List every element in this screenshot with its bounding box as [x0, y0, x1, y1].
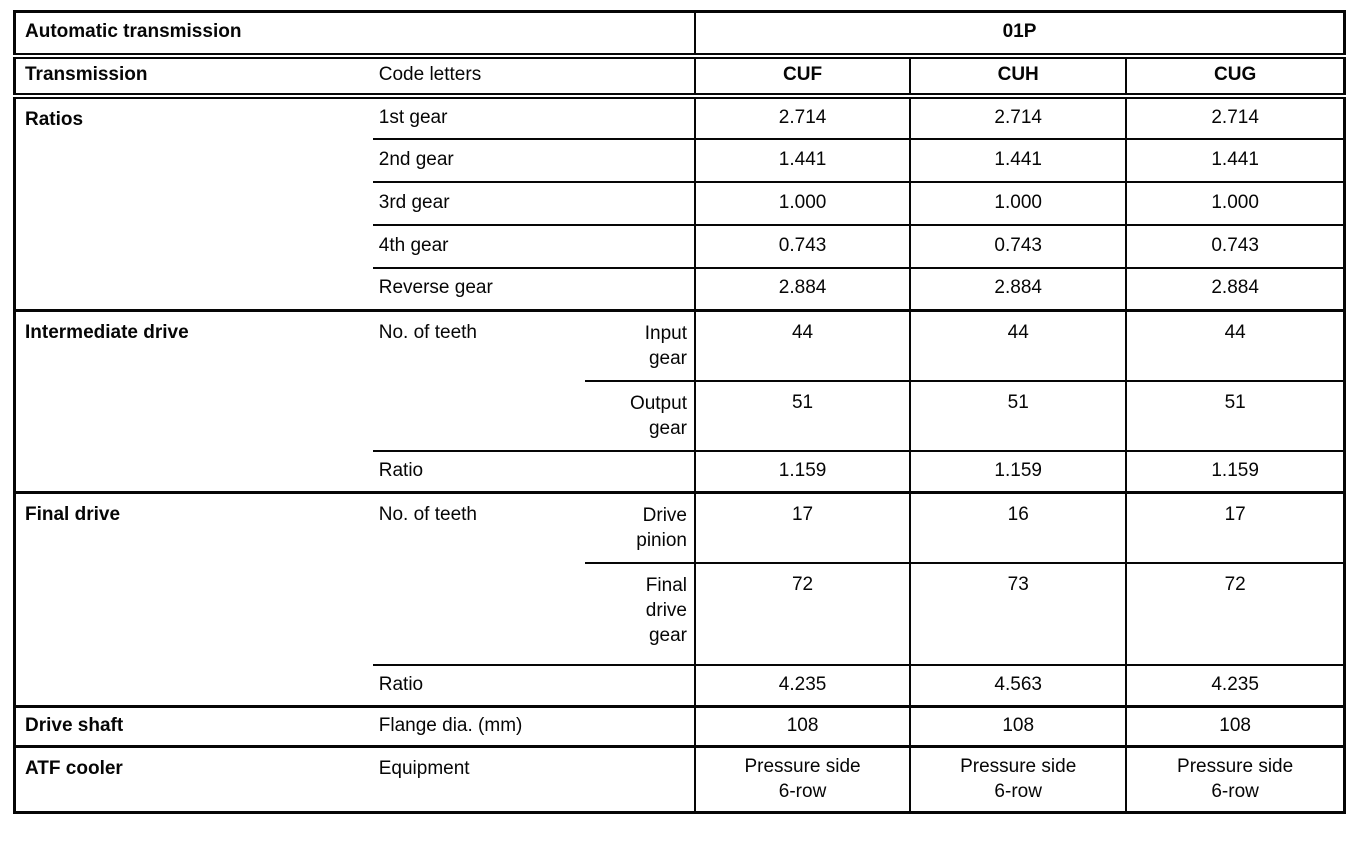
transmission-spec-table	[13, 10, 1346, 814]
value-text: Pressure side 6-row	[960, 755, 1077, 802]
title-row	[15, 12, 1345, 56]
section-label-atf-cooler: ATF cooler	[25, 758, 123, 779]
value-cell	[1126, 747, 1344, 813]
value-cell: 72	[695, 563, 910, 665]
row-label-ratio: Ratio	[373, 665, 695, 707]
row-label-3rd-gear: 3rd gear	[373, 182, 695, 225]
value-cell: 108	[1126, 707, 1344, 747]
sub-label-text: Drive pinion	[636, 505, 687, 552]
sub-label-input-gear	[585, 311, 695, 381]
column-header-code-letters: Code letters	[373, 56, 695, 96]
value-cell: 1.441	[695, 139, 910, 182]
value-text: Pressure side 6-row	[744, 755, 861, 802]
value-cell: 2.714	[910, 96, 1126, 139]
value-cell: 44	[1126, 311, 1344, 381]
value-cell: 51	[1126, 381, 1344, 451]
value-cell: 44	[910, 311, 1126, 381]
row-label-equipment: Equipment	[378, 758, 470, 779]
value-cell: 1.441	[1126, 139, 1344, 182]
value-cell: 2.884	[1126, 268, 1344, 311]
value-cell: 2.714	[1126, 96, 1344, 139]
column-header-transmission: Transmission	[15, 56, 373, 96]
row-label-4th-gear: 4th gear	[373, 225, 695, 268]
value-cell: 17	[1126, 493, 1344, 563]
row-label-2nd-gear: 2nd gear	[373, 139, 695, 182]
final-drive-pinion-row	[15, 493, 1345, 563]
row-label-flange-dia: Flange dia. (mm)	[373, 707, 695, 747]
value-cell	[695, 747, 910, 813]
row-label-no-of-teeth: No. of teeth	[373, 493, 585, 665]
value-cell: 108	[695, 707, 910, 747]
value-cell: 72	[1126, 563, 1344, 665]
section-label-intermediate-drive: Intermediate drive	[15, 311, 373, 493]
value-cell: 1.159	[695, 451, 910, 493]
value-cell: 2.884	[910, 268, 1126, 311]
row-label-ratio: Ratio	[373, 451, 695, 493]
value-cell: 1.159	[1126, 451, 1344, 493]
drive-shaft-row	[15, 707, 1345, 747]
value-cell: 0.743	[910, 225, 1126, 268]
value-cell: 1.000	[695, 182, 910, 225]
value-cell: 2.884	[695, 268, 910, 311]
value-cell: 1.441	[910, 139, 1126, 182]
value-cell	[910, 747, 1126, 813]
transmission-code-header: 01P	[695, 12, 1345, 56]
value-cell: 51	[910, 381, 1126, 451]
value-cell: 44	[695, 311, 910, 381]
ratio-row-1st-gear	[15, 96, 1345, 139]
value-cell: 0.743	[695, 225, 910, 268]
value-text: Pressure side 6-row	[1177, 755, 1294, 802]
value-cell: 17	[695, 493, 910, 563]
value-cell: 73	[910, 563, 1126, 665]
section-label-final-drive: Final drive	[15, 493, 373, 707]
row-label-no-of-teeth: No. of teeth	[373, 311, 585, 451]
row-label-reverse-gear: Reverse gear	[373, 268, 695, 311]
value-cell: 1.000	[1126, 182, 1344, 225]
row-label-1st-gear: 1st gear	[373, 96, 695, 139]
sub-label-text: Output gear	[629, 392, 687, 439]
sub-label-output-gear	[585, 381, 695, 451]
header-row	[15, 56, 1345, 96]
sub-label-final-drive-gear	[585, 563, 695, 665]
value-cell: 4.235	[695, 665, 910, 707]
value-cell: 51	[695, 381, 910, 451]
column-header-cug: CUG	[1126, 56, 1344, 96]
sub-label-text: Final drive gear	[645, 574, 687, 646]
section-label-ratios: Ratios	[15, 96, 373, 311]
column-header-cuh: CUH	[910, 56, 1126, 96]
value-cell: 108	[910, 707, 1126, 747]
value-cell: 1.000	[910, 182, 1126, 225]
intermediate-drive-input-gear-row	[15, 311, 1345, 381]
atf-cooler-row	[15, 747, 1345, 813]
sub-label-drive-pinion	[585, 493, 695, 563]
value-cell: 16	[910, 493, 1126, 563]
table-title: Automatic transmission	[15, 12, 695, 56]
column-header-cuf: CUF	[695, 56, 910, 96]
sub-label-text: Input gear	[644, 323, 687, 370]
value-cell: 4.235	[1126, 665, 1344, 707]
value-cell: 1.159	[910, 451, 1126, 493]
value-cell: 4.563	[910, 665, 1126, 707]
section-label-drive-shaft: Drive shaft	[15, 707, 373, 747]
value-cell: 0.743	[1126, 225, 1344, 268]
value-cell: 2.714	[695, 96, 910, 139]
